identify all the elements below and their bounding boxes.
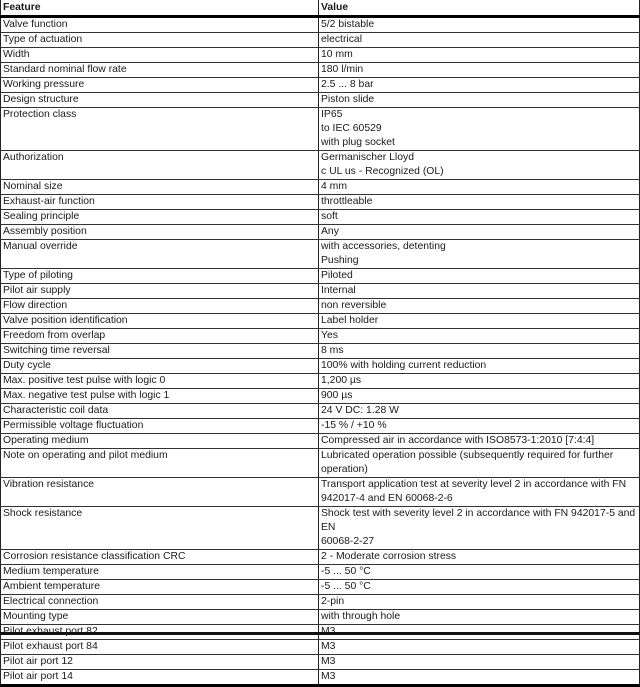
value-cell: [319, 195, 640, 210]
value-line: 100% with holding current reduction: [321, 360, 487, 371]
value-line: 942017-4 and EN 60068-2-6: [321, 493, 453, 504]
value-line: Shock test with severity level 2 in accordance with FN 942017-5 and EN: [321, 508, 636, 533]
table-row: [1, 108, 640, 151]
value-line: Any: [321, 226, 339, 237]
value-line: with accessories, detenting: [321, 241, 446, 252]
feature-cell: Assembly position: [1, 225, 319, 240]
feature-cell: Characteristic coil data: [1, 404, 319, 419]
value-cell: [319, 284, 640, 299]
value-cell: [319, 419, 640, 434]
feature-cell: Note on operating and pilot medium: [1, 449, 319, 478]
value-line: -5 ... 50 °C: [321, 566, 371, 577]
feature-cell: Exhaust-air function: [1, 195, 319, 210]
value-cell: [319, 565, 640, 580]
value-cell: [319, 151, 640, 180]
table-row: [1, 389, 640, 404]
table-row: [1, 269, 640, 284]
feature-cell: Pilot air port 12: [1, 655, 319, 670]
value-line: electrical: [321, 34, 362, 45]
table-row: [1, 195, 640, 210]
table-row: [1, 580, 640, 595]
feature-cell: Max. positive test pulse with logic 0: [1, 374, 319, 389]
feature-cell: Flow direction: [1, 299, 319, 314]
value-line: 2 - Moderate corrosion stress: [321, 551, 457, 562]
feature-cell: Vibration resistance: [1, 478, 319, 507]
value-cell: [319, 314, 640, 329]
value-line: Lubricated operation possible (subsequently required for further: [321, 450, 614, 461]
value-line: IP65: [321, 109, 343, 120]
value-line: 2-pin: [321, 596, 345, 607]
feature-cell: Operating medium: [1, 434, 319, 449]
feature-cell: Valve function: [1, 17, 319, 33]
value-cell: [319, 63, 640, 78]
value-cell: [319, 240, 640, 269]
table-row: [1, 33, 640, 48]
value-cell: [319, 655, 640, 670]
table-row: [1, 655, 640, 670]
value-line: Transport application test at severity level 2 in accordance with FN: [321, 479, 627, 490]
value-line: with plug socket: [321, 137, 395, 148]
feature-cell: Permissible voltage fluctuation: [1, 419, 319, 434]
value-cell: [319, 359, 640, 374]
feature-cell: Type of actuation: [1, 33, 319, 48]
table-row: [1, 507, 640, 550]
value-cell: [319, 404, 640, 419]
value-line: 2.5 ... 8 bar: [321, 79, 374, 90]
value-line: to IEC 60529: [321, 123, 382, 134]
value-cell: [319, 269, 640, 284]
table-row: [1, 374, 640, 389]
value-line: Pushing: [321, 255, 359, 266]
table-row: [1, 314, 640, 329]
table-row: [1, 284, 640, 299]
value-cell: [319, 670, 640, 686]
value-line: Label holder: [321, 315, 379, 326]
value-cell: [319, 580, 640, 595]
value-line: -5 ... 50 °C: [321, 581, 371, 592]
value-cell: [319, 550, 640, 565]
feature-cell: Duty cycle: [1, 359, 319, 374]
table-row: [1, 329, 640, 344]
table-row: [1, 63, 640, 78]
value-cell: [319, 374, 640, 389]
table-row: [1, 151, 640, 180]
value-cell: [319, 17, 640, 33]
feature-cell: Sealing principle: [1, 210, 319, 225]
value-cell: [319, 33, 640, 48]
feature-cell: Protection class: [1, 108, 319, 151]
value-line: c UL us - Recognized (OL): [321, 166, 444, 177]
value-cell: [319, 344, 640, 359]
value-line: non reversible: [321, 300, 387, 311]
value-cell: [319, 329, 640, 344]
feature-cell: Mounting type: [1, 610, 319, 625]
table-row: [1, 610, 640, 625]
feature-cell: Manual override: [1, 240, 319, 269]
value-cell: [319, 78, 640, 93]
feature-cell: Working pressure: [1, 78, 319, 93]
value-line: -15 % / +10 %: [321, 420, 387, 431]
value-line: throttleable: [321, 196, 373, 207]
table-row: [1, 434, 640, 449]
value-cell: [319, 449, 640, 478]
value-line: Germanischer Lloyd: [321, 152, 414, 163]
value-line: 180 l/min: [321, 64, 364, 75]
value-line: soft: [321, 211, 338, 222]
value-line: with through hole: [321, 611, 401, 622]
table-row: [1, 210, 640, 225]
feature-cell: Standard nominal flow rate: [1, 63, 319, 78]
table-row: [1, 670, 640, 686]
value-line: Piston slide: [321, 94, 375, 105]
value-cell: [319, 507, 640, 550]
feature-cell: Nominal size: [1, 180, 319, 195]
table-row: [1, 359, 640, 374]
table-row: [1, 419, 640, 434]
value-cell: [319, 180, 640, 195]
value-line: 1,200 µs: [321, 375, 362, 386]
feature-cell: Corrosion resistance classification CRC: [1, 550, 319, 565]
feature-cell: Freedom from overlap: [1, 329, 319, 344]
value-line: Compressed air in accordance with ISO8573-1:2010 [7:4:4]: [321, 435, 595, 446]
column-header-value: Value: [319, 0, 640, 17]
value-line: 10 mm: [321, 49, 353, 60]
table-row: [1, 180, 640, 195]
feature-cell: Shock resistance: [1, 507, 319, 550]
value-line: M3: [321, 671, 336, 682]
value-cell: [319, 478, 640, 507]
feature-cell: Width: [1, 48, 319, 63]
table-row: [1, 48, 640, 63]
value-cell: [319, 610, 640, 625]
feature-cell: Valve position identification: [1, 314, 319, 329]
feature-cell: Type of piloting: [1, 269, 319, 284]
header-row: [1, 0, 640, 17]
value-line: 5/2 bistable: [321, 19, 375, 30]
feature-cell: Max. negative test pulse with logic 1: [1, 389, 319, 404]
value-cell: [319, 389, 640, 404]
value-cell: [319, 434, 640, 449]
value-cell: [319, 225, 640, 240]
table-row: [1, 565, 640, 580]
value-cell: [319, 595, 640, 610]
feature-cell: Pilot air port 14: [1, 670, 319, 686]
value-line: 900 µs: [321, 390, 353, 401]
feature-cell: Medium temperature: [1, 565, 319, 580]
value-line: 24 V DC: 1.28 W: [321, 405, 399, 416]
value-line: M3: [321, 656, 336, 667]
table-row: [1, 595, 640, 610]
table-row: [1, 78, 640, 93]
value-cell: [319, 640, 640, 655]
feature-cell: Design structure: [1, 93, 319, 108]
value-line: M3: [321, 641, 336, 652]
feature-cell: Pilot air supply: [1, 284, 319, 299]
value-cell: [319, 299, 640, 314]
table-row: [1, 404, 640, 419]
table-row: [1, 478, 640, 507]
value-cell: [319, 210, 640, 225]
value-line: 60068-2-27: [321, 536, 375, 547]
value-cell: [319, 93, 640, 108]
table-row: [1, 344, 640, 359]
value-line: Yes: [321, 330, 338, 341]
feature-cell: Pilot exhaust port 84: [1, 640, 319, 655]
column-header-feature: Feature: [1, 0, 319, 17]
value-cell: [319, 48, 640, 63]
value-line: 4 mm: [321, 181, 347, 192]
table-row: [1, 449, 640, 478]
feature-cell: Authorization: [1, 151, 319, 180]
table-row: [1, 225, 640, 240]
table-row: [1, 93, 640, 108]
table-row: [1, 640, 640, 655]
value-line: operation): [321, 464, 368, 475]
table-row: [1, 17, 640, 33]
value-line: 8 ms: [321, 345, 344, 356]
table-body: [1, 17, 640, 686]
table-row: [1, 550, 640, 565]
feature-cell: Electrical connection: [1, 595, 319, 610]
feature-cell: Switching time reversal: [1, 344, 319, 359]
table-row: [1, 240, 640, 269]
value-line: Piloted: [321, 270, 353, 281]
feature-cell: Ambient temperature: [1, 580, 319, 595]
table-row: [1, 299, 640, 314]
value-line: Internal: [321, 285, 356, 296]
value-cell: [319, 108, 640, 151]
